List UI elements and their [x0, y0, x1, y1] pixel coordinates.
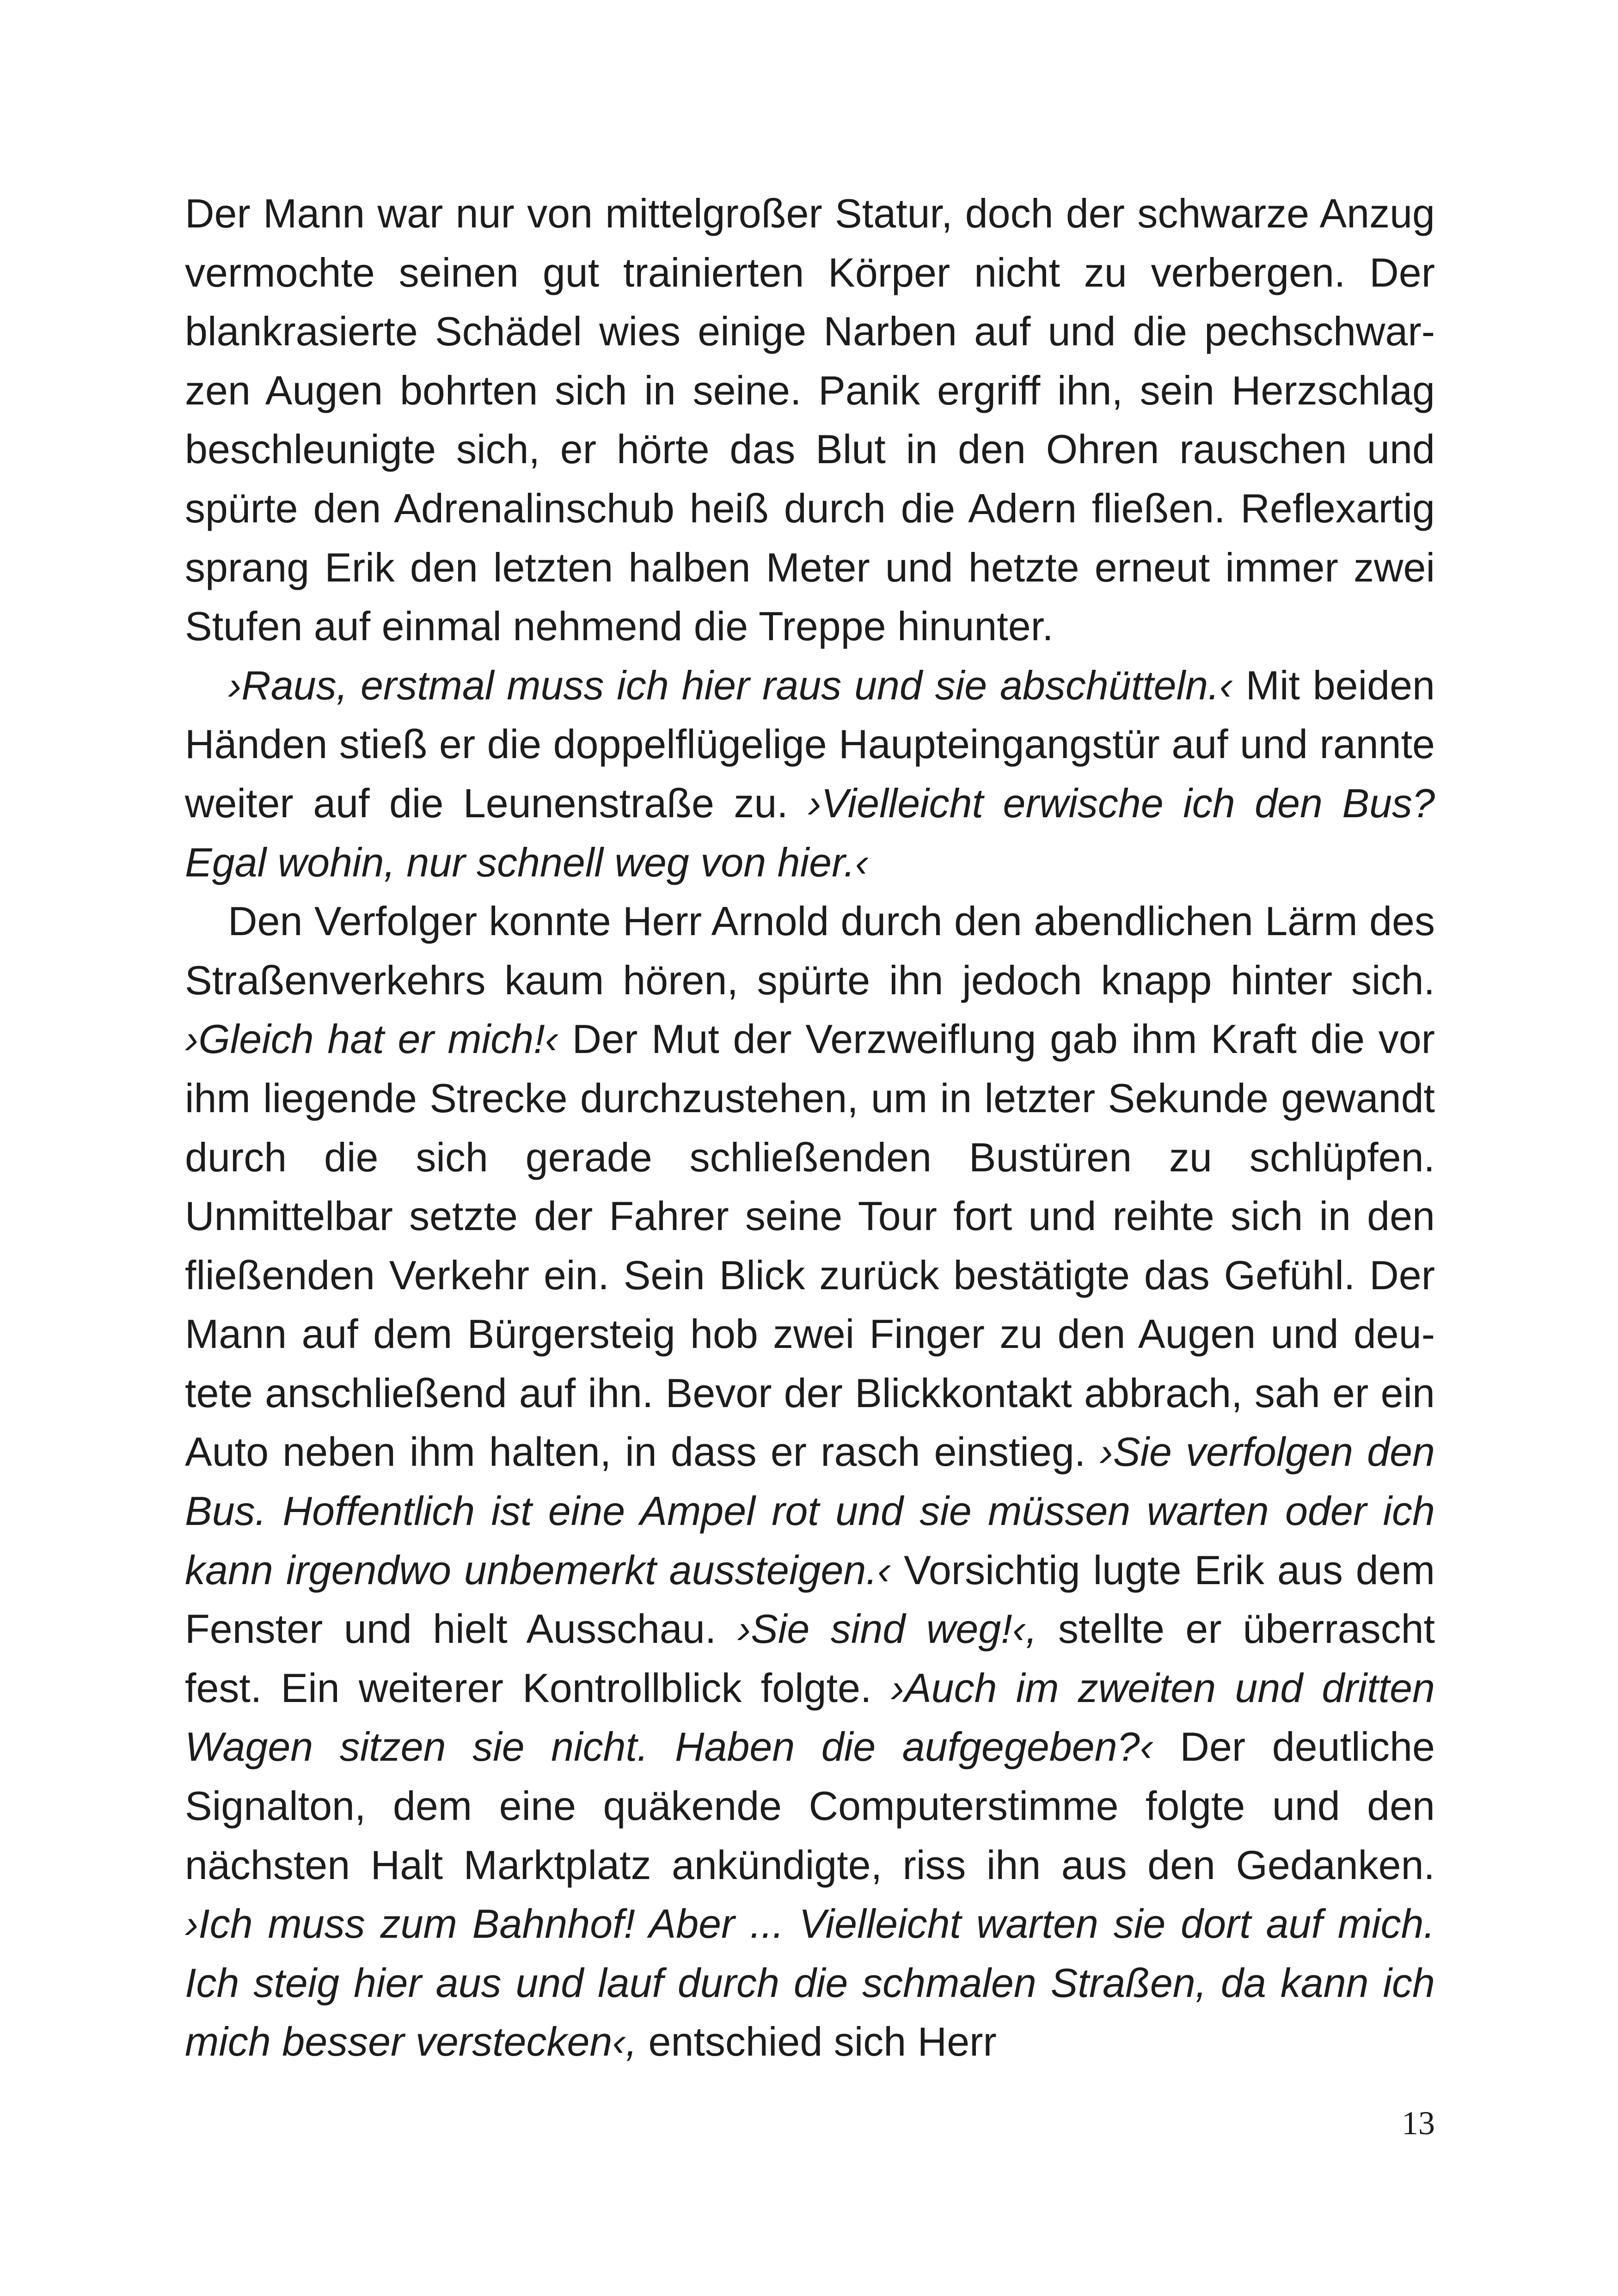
thought-text: ›Auch im zweiten und dritten Wagen sitzen sie nicht. Haben die aufgegeben?‹ [185, 1665, 1435, 1770]
thought-text: ›Ich muss zum Bahnhof! Aber ... Vielleicht warten sie dort auf mich. Ich steig hier aus und lauf durch die schmalen Straßen, da kann ich mich besser verstecken‹, [185, 1901, 1435, 2065]
thought-text: ›Raus, erstmal muss ich hier raus und sie abschütteln.‹ [228, 662, 1233, 708]
narrative-text: Der Mann war nur von mittelgroßer Statur, doch der schwarze Anzug vermochte seinen gut trainierten Körper nicht zu verbergen. Der blankrasierte Schädel wies einige Narben auf und die pechschwarzen Augen bohrten sich in seine. Panik ergriff ihn, sein Herzschlag beschleunigte sich, er hörte das Blut in den Ohren rauschen und spürte den Adrenalinschub heiß durch die Adern fließen. Reflexartig sprang Erik den letzten halben Meter und hetzte erneut immer zwei Stufen auf einmal nehmend die Treppe hinunter. [185, 190, 1435, 649]
body-text [185, 184, 1435, 2071]
thought-text: ›Sie sind weg!‹, [737, 1606, 1037, 1652]
narrative-text: Der Mut der Verzweiflung gab ihm Kraft die vor ihm liegende Strecke durchzustehen, um in letzter Sekunde gewandt durch die sich gerade schließenden Bustüren zu schlüpfen. Unmittelbar setzte der Fahrer seine Tour fort und reihte sich in den fließenden Verkehr ein. Sein Blick zurück bestätigte das Gefühl. Der Mann auf dem Bürgersteig hob zwei Finger zu den Augen und deutete anschließend auf ihn. Bevor der Blickkontakt abbrach, sah er ein Auto neben ihm halten, in dass er rasch einstieg. [185, 1016, 1435, 1475]
paragraph [185, 656, 1435, 892]
narrative-text: entschied sich Herr [637, 2019, 997, 2065]
paragraph [185, 892, 1435, 2071]
page-number: 13 [1402, 2105, 1435, 2142]
thought-text: ›Vielleicht erwische ich den Bus? Egal wohin, nur schnell weg von hier.‹ [185, 780, 1435, 885]
narrative-text: Vorsichtig lugte Erik aus dem Fenster und hielt Ausschau. [185, 1547, 1435, 1652]
narrative-text: stellte er überrascht fest. Ein weiterer Kontrollblick folgte. [185, 1606, 1435, 1711]
thought-text: ›Gleich hat er mich!‹ [185, 1016, 558, 1062]
paragraph [185, 184, 1435, 656]
narrative-text: Den Verfolger konnte Herr Arnold durch den abendlichen Lärm des Straßenverkehrs kaum hören, spürte ihn jedoch knapp hinter sich. [185, 898, 1435, 1003]
thought-text: ›Sie verfolgen den Bus. Hoffentlich ist eine Ampel rot und sie müssen warten oder ich kann irgendwo unbemerkt aussteigen.‹ [185, 1429, 1435, 1593]
narrative-text: Der deutliche Signalton, dem eine quäkende Computerstimme folgte und den nächsten Halt Marktplatz ankündigte, riss ihn aus den Gedanken. [185, 1724, 1435, 1888]
narrative-text: Mit beiden Händen stieß er die doppelflügelige Haupteingangstür auf und rannte weiter auf die Leunenstraße zu. [185, 662, 1435, 826]
